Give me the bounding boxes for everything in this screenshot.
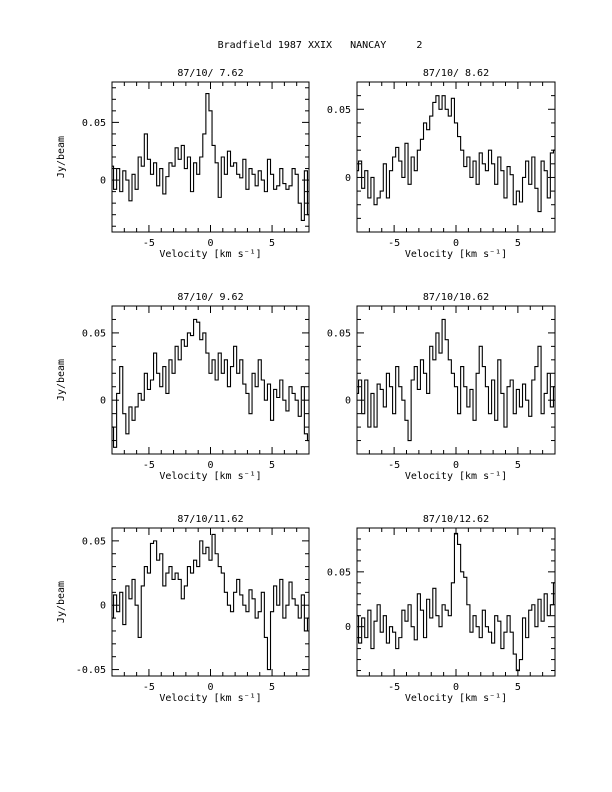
chart-5-y-tick-label: 0.05 (81, 536, 106, 548)
chart-5-x-tick-label: 0 (207, 682, 214, 693)
chart-2-x-tick-label: -5 (388, 238, 401, 249)
chart-5-y-tick-label: 0 (99, 600, 106, 612)
chart-6-x-axis-label: Velocity [km s⁻¹] (404, 693, 508, 704)
chart-3-y-tick-label: 0.05 (81, 328, 106, 340)
chart-2-series-line (357, 96, 555, 212)
figure-title: Bradfield 1987 XXIX NANCAY 2 (217, 40, 423, 51)
chart-6-series-line (357, 533, 555, 670)
chart-6-y-tick-label: 0 (344, 622, 351, 634)
chart-5 (56, 514, 309, 704)
chart-1-title: 87/10/ 7.62 (177, 68, 244, 79)
chart-6-x-tick-label: 0 (452, 682, 460, 693)
chart-1-x-tick-label: 0 (207, 238, 214, 249)
chart-1-x-tick-label: -5 (142, 238, 155, 249)
chart-4-x-tick-label: 5 (514, 460, 521, 471)
chart-6-y-tick-label: 0.05 (326, 567, 351, 579)
chart-2-x-tick-label: 0 (452, 238, 460, 249)
chart-1-series-line (112, 94, 309, 221)
chart-3-y-axis-label: Jy/beam (56, 358, 67, 402)
chart-2 (327, 68, 555, 260)
chart-6-x-tick-label: 5 (514, 682, 521, 693)
chart-4-y-tick-label: 0 (344, 395, 351, 407)
chart-3-x-tick-label: -5 (142, 460, 155, 471)
chart-1-y-tick-label: 0.05 (81, 117, 106, 129)
chart-2-y-tick-label: 0.05 (326, 104, 351, 116)
chart-2-y-tick-label: 0 (344, 172, 351, 184)
chart-4-x-tick-label: 0 (452, 460, 460, 471)
chart-5-title: 87/10/11.62 (177, 514, 244, 525)
chart-5-y-tick-label: -0.05 (75, 665, 106, 677)
chart-3-x-tick-label: 0 (207, 460, 214, 471)
chart-4-series-line (357, 319, 555, 440)
chart-6-title: 87/10/12.62 (422, 514, 490, 525)
chart-1-y-tick-label: 0 (99, 175, 106, 187)
chart-4-x-tick-label: -5 (388, 460, 401, 471)
chart-3-x-axis-label: Velocity [km s⁻¹] (159, 471, 262, 482)
chart-6 (327, 514, 555, 704)
chart-3-title: 87/10/ 9.62 (177, 292, 244, 303)
chart-4-x-axis-label: Velocity [km s⁻¹] (404, 471, 508, 482)
chart-4 (327, 292, 555, 482)
chart-4-y-tick-label: 0.05 (326, 328, 351, 340)
chart-1-y-axis-label: Jy/beam (56, 135, 67, 179)
chart-5-x-axis-label: Velocity [km s⁻¹] (159, 693, 262, 704)
chart-6-x-tick-label: -5 (388, 682, 401, 693)
chart-3-x-tick-label: 5 (269, 460, 276, 471)
chart-2-x-tick-label: 5 (514, 238, 521, 249)
chart-5-y-axis-label: Jy/beam (56, 580, 67, 624)
chart-5-x-tick-label: -5 (142, 682, 155, 693)
chart-6-frame (357, 528, 555, 676)
chart-1 (56, 68, 309, 260)
chart-3-series-line (112, 319, 309, 447)
chart-1-x-axis-label: Velocity [km s⁻¹] (159, 249, 262, 260)
chart-2-title: 87/10/ 8.62 (422, 68, 490, 79)
chart-5-series-line (112, 534, 309, 669)
chart-1-x-tick-label: 5 (269, 238, 276, 249)
chart-2-frame (357, 82, 555, 232)
chart-4-title: 87/10/10.62 (422, 292, 490, 303)
chart-3 (56, 292, 309, 482)
chart-5-x-tick-label: 5 (269, 682, 276, 693)
chart-3-y-tick-label: 0 (99, 395, 106, 407)
chart-2-x-axis-label: Velocity [km s⁻¹] (404, 249, 508, 260)
